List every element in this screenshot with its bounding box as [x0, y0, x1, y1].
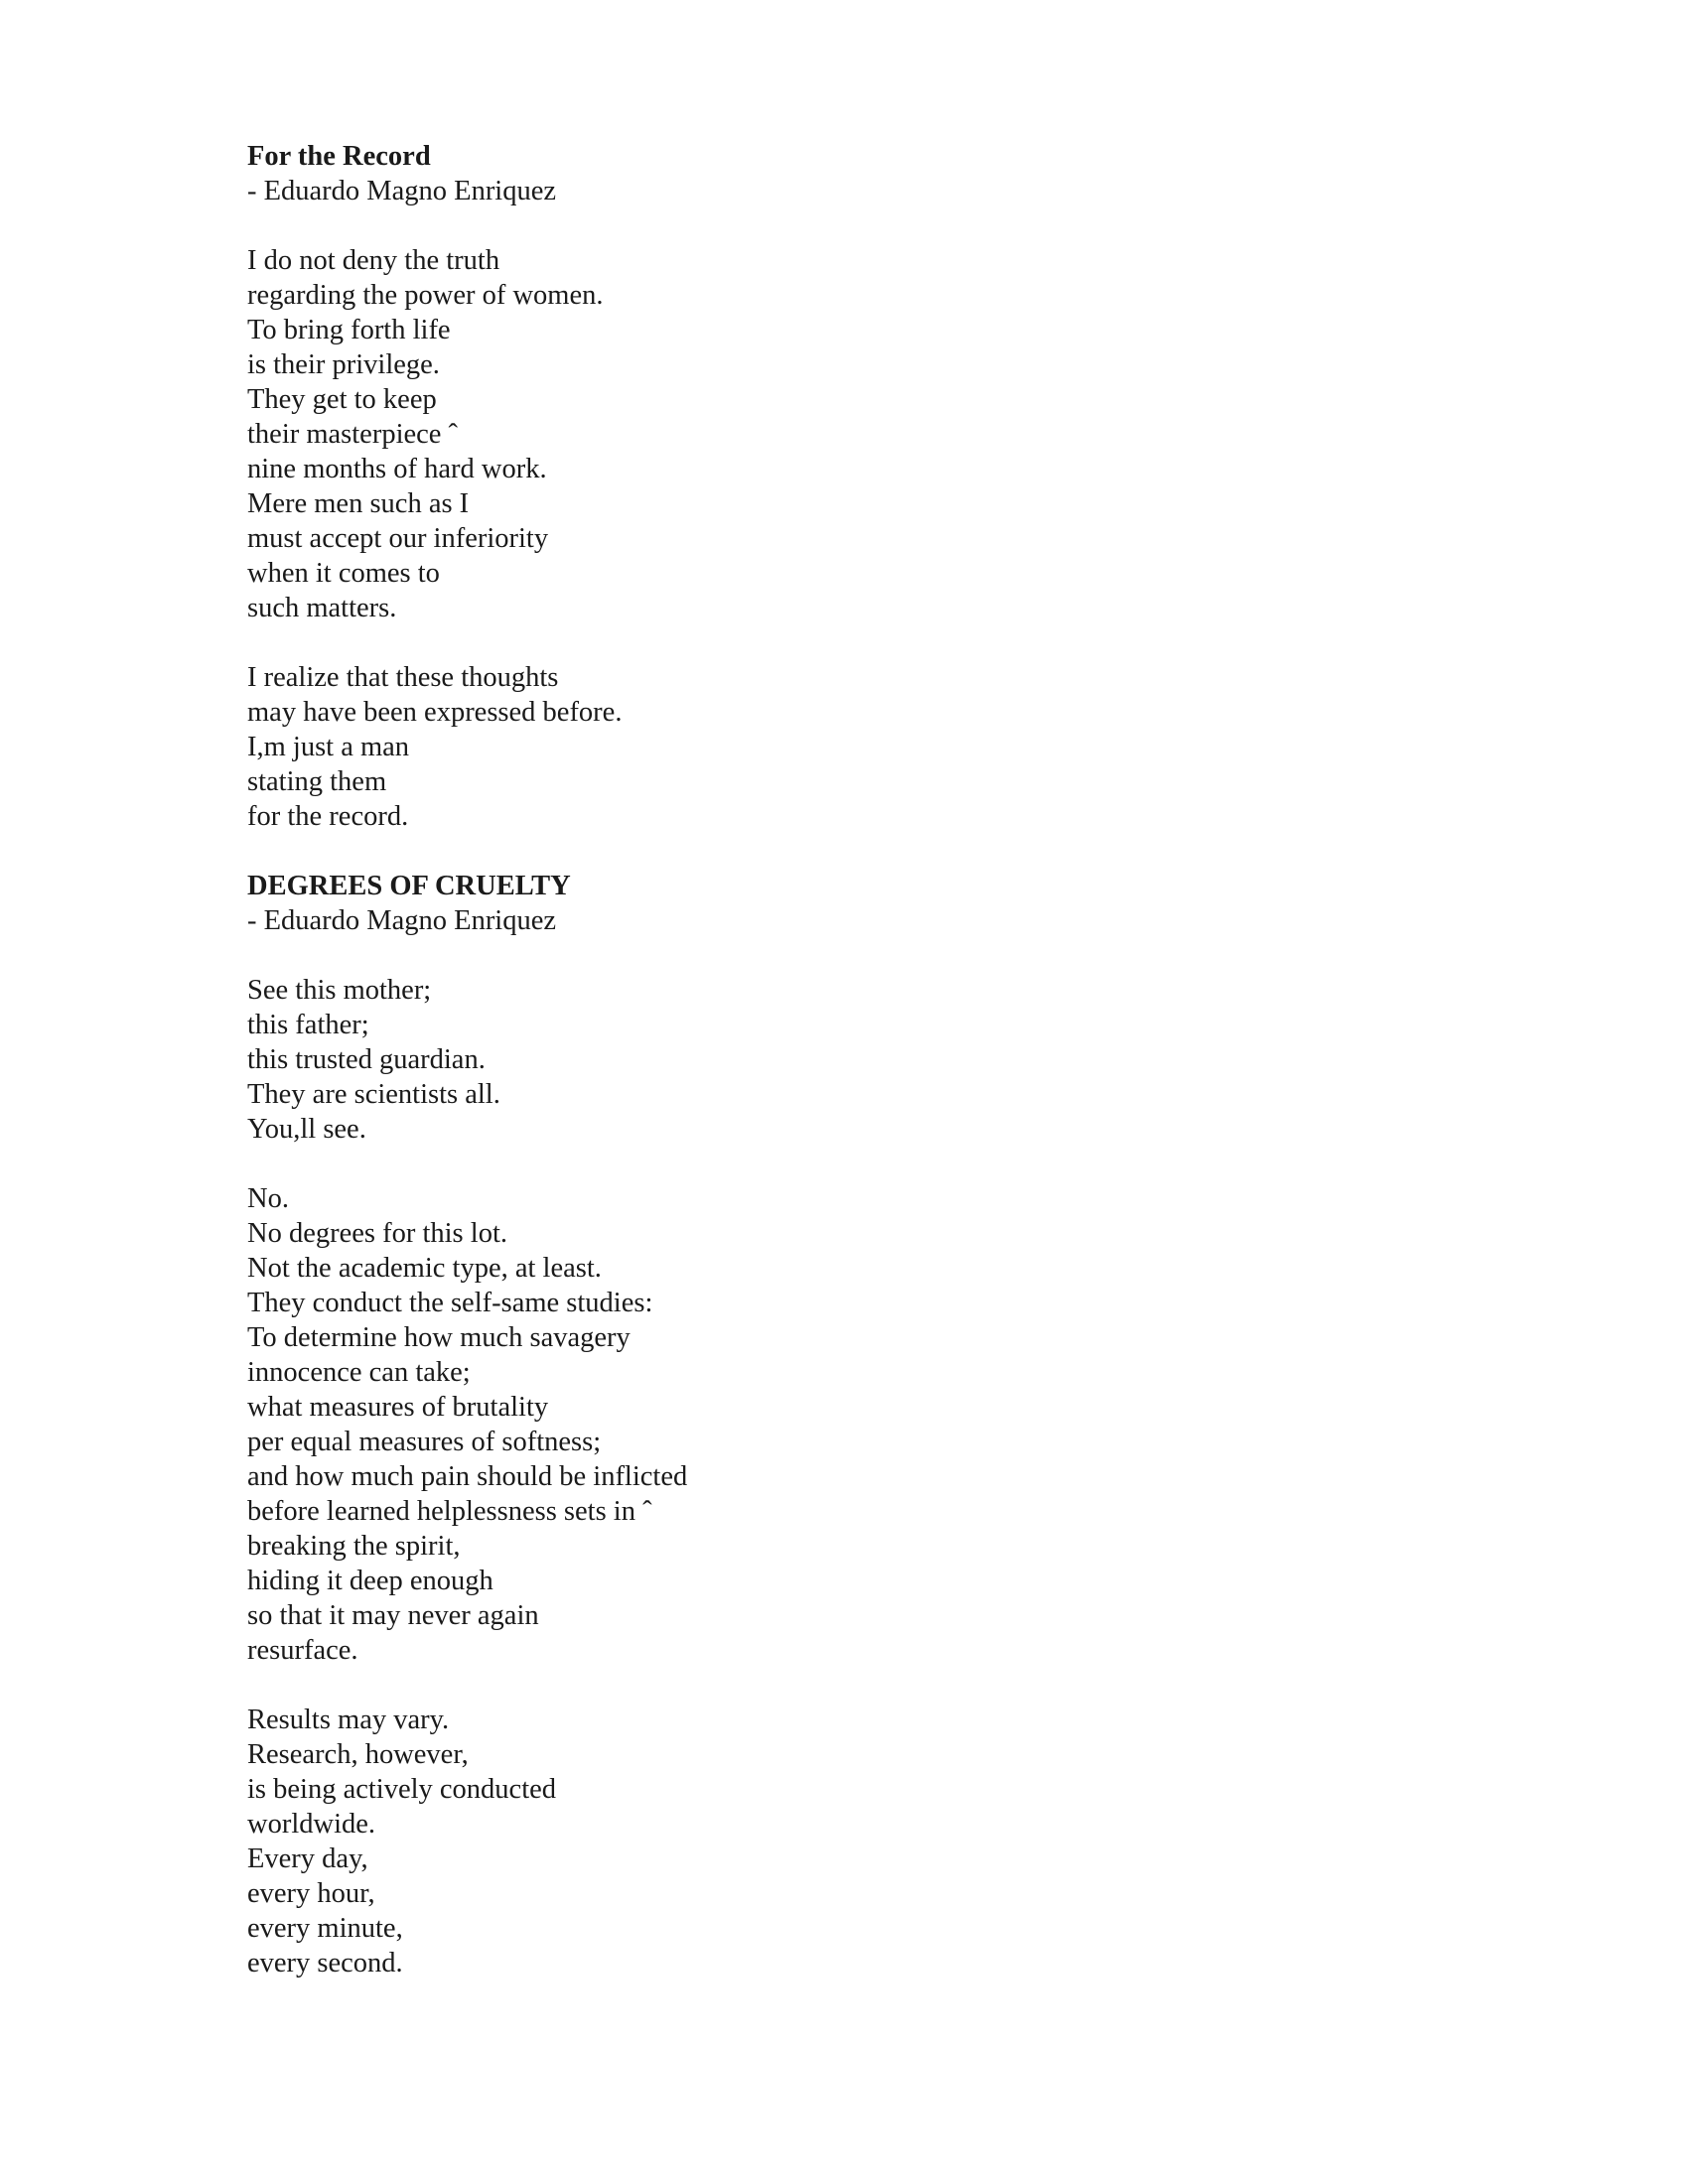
poem-line: breaking the spirit,	[247, 1531, 461, 1562]
stanza-gap	[247, 834, 1439, 869]
poem-line: every minute,	[247, 1913, 403, 1944]
poem-line: this trusted guardian.	[247, 1044, 486, 1075]
poem-line: No degrees for this lot.	[247, 1218, 507, 1249]
stanza-gap	[247, 1668, 1439, 1703]
poem-line: must accept our inferiority	[247, 523, 549, 554]
poem-line: You,ll see.	[247, 1114, 366, 1145]
poem-title: For the Record	[247, 141, 431, 172]
poem-collection	[247, 139, 1439, 1980]
poem-line: and how much pain should be inflicted	[247, 1461, 688, 1492]
poem-line: before learned helplessness sets in ˆ	[247, 1496, 652, 1527]
poem-line: Not the academic type, at least.	[247, 1253, 602, 1284]
poem-line: nine months of hard work.	[247, 454, 547, 484]
poem-line: resurface.	[247, 1635, 358, 1666]
poem-line: when it comes to	[247, 558, 440, 589]
poem-line: To bring forth life	[247, 315, 451, 345]
poem-title: DEGREES OF CRUELTY	[247, 871, 571, 901]
poem-line: such matters.	[247, 593, 397, 623]
poem-line: what measures of brutality	[247, 1392, 549, 1423]
stanza-gap	[247, 1147, 1439, 1181]
poem-line: so that it may never again	[247, 1600, 539, 1631]
stanza	[247, 660, 1439, 834]
poem-line: innocence can take;	[247, 1357, 471, 1388]
poem-line: hiding it deep enough	[247, 1566, 493, 1596]
stanza-gap	[247, 208, 1439, 243]
stanza	[247, 973, 1439, 1147]
poem-line: this father;	[247, 1010, 369, 1040]
poem-line: for the record.	[247, 801, 409, 832]
poem-line: See this mother;	[247, 975, 432, 1006]
poem-line: is being actively conducted	[247, 1774, 557, 1805]
poem-line: is their privilege.	[247, 349, 440, 380]
poem-line: I,m just a man	[247, 732, 410, 762]
poem-degrees-of-cruelty	[247, 869, 1439, 1980]
poem-author: - Eduardo Magno Enriquez	[247, 905, 557, 936]
poem-line: every second.	[247, 1948, 403, 1979]
stanza-gap	[247, 625, 1439, 660]
stanza	[247, 1703, 1439, 1980]
stanza-gap	[247, 938, 1439, 973]
poem-line: stating them	[247, 766, 387, 797]
stanza	[247, 1181, 1439, 1668]
poem-line: regarding the power of women.	[247, 280, 604, 311]
poem-line: I realize that these thoughts	[247, 662, 559, 693]
poem-line: their masterpiece ˆ	[247, 419, 459, 450]
stanza	[247, 243, 1439, 625]
poem-line: They conduct the self-same studies:	[247, 1288, 653, 1318]
poem-line: Research, however,	[247, 1739, 469, 1770]
poem-line: They are scientists all.	[247, 1079, 500, 1110]
poem-line: every hour,	[247, 1878, 375, 1909]
poem-for-the-record	[247, 139, 1439, 869]
poem-line: per equal measures of softness;	[247, 1427, 602, 1457]
poem-line: Every day,	[247, 1843, 368, 1874]
poem-line: To determine how much savagery	[247, 1322, 631, 1353]
poem-line: No.	[247, 1183, 289, 1214]
poem-line: may have been expressed before.	[247, 697, 623, 728]
poem-line: worldwide.	[247, 1809, 376, 1840]
poem-line: They get to keep	[247, 384, 437, 415]
poem-line: Results may vary.	[247, 1705, 450, 1735]
poem-author: - Eduardo Magno Enriquez	[247, 176, 557, 206]
poem-line: Mere men such as I	[247, 488, 470, 519]
poem-line: I do not deny the truth	[247, 245, 500, 276]
